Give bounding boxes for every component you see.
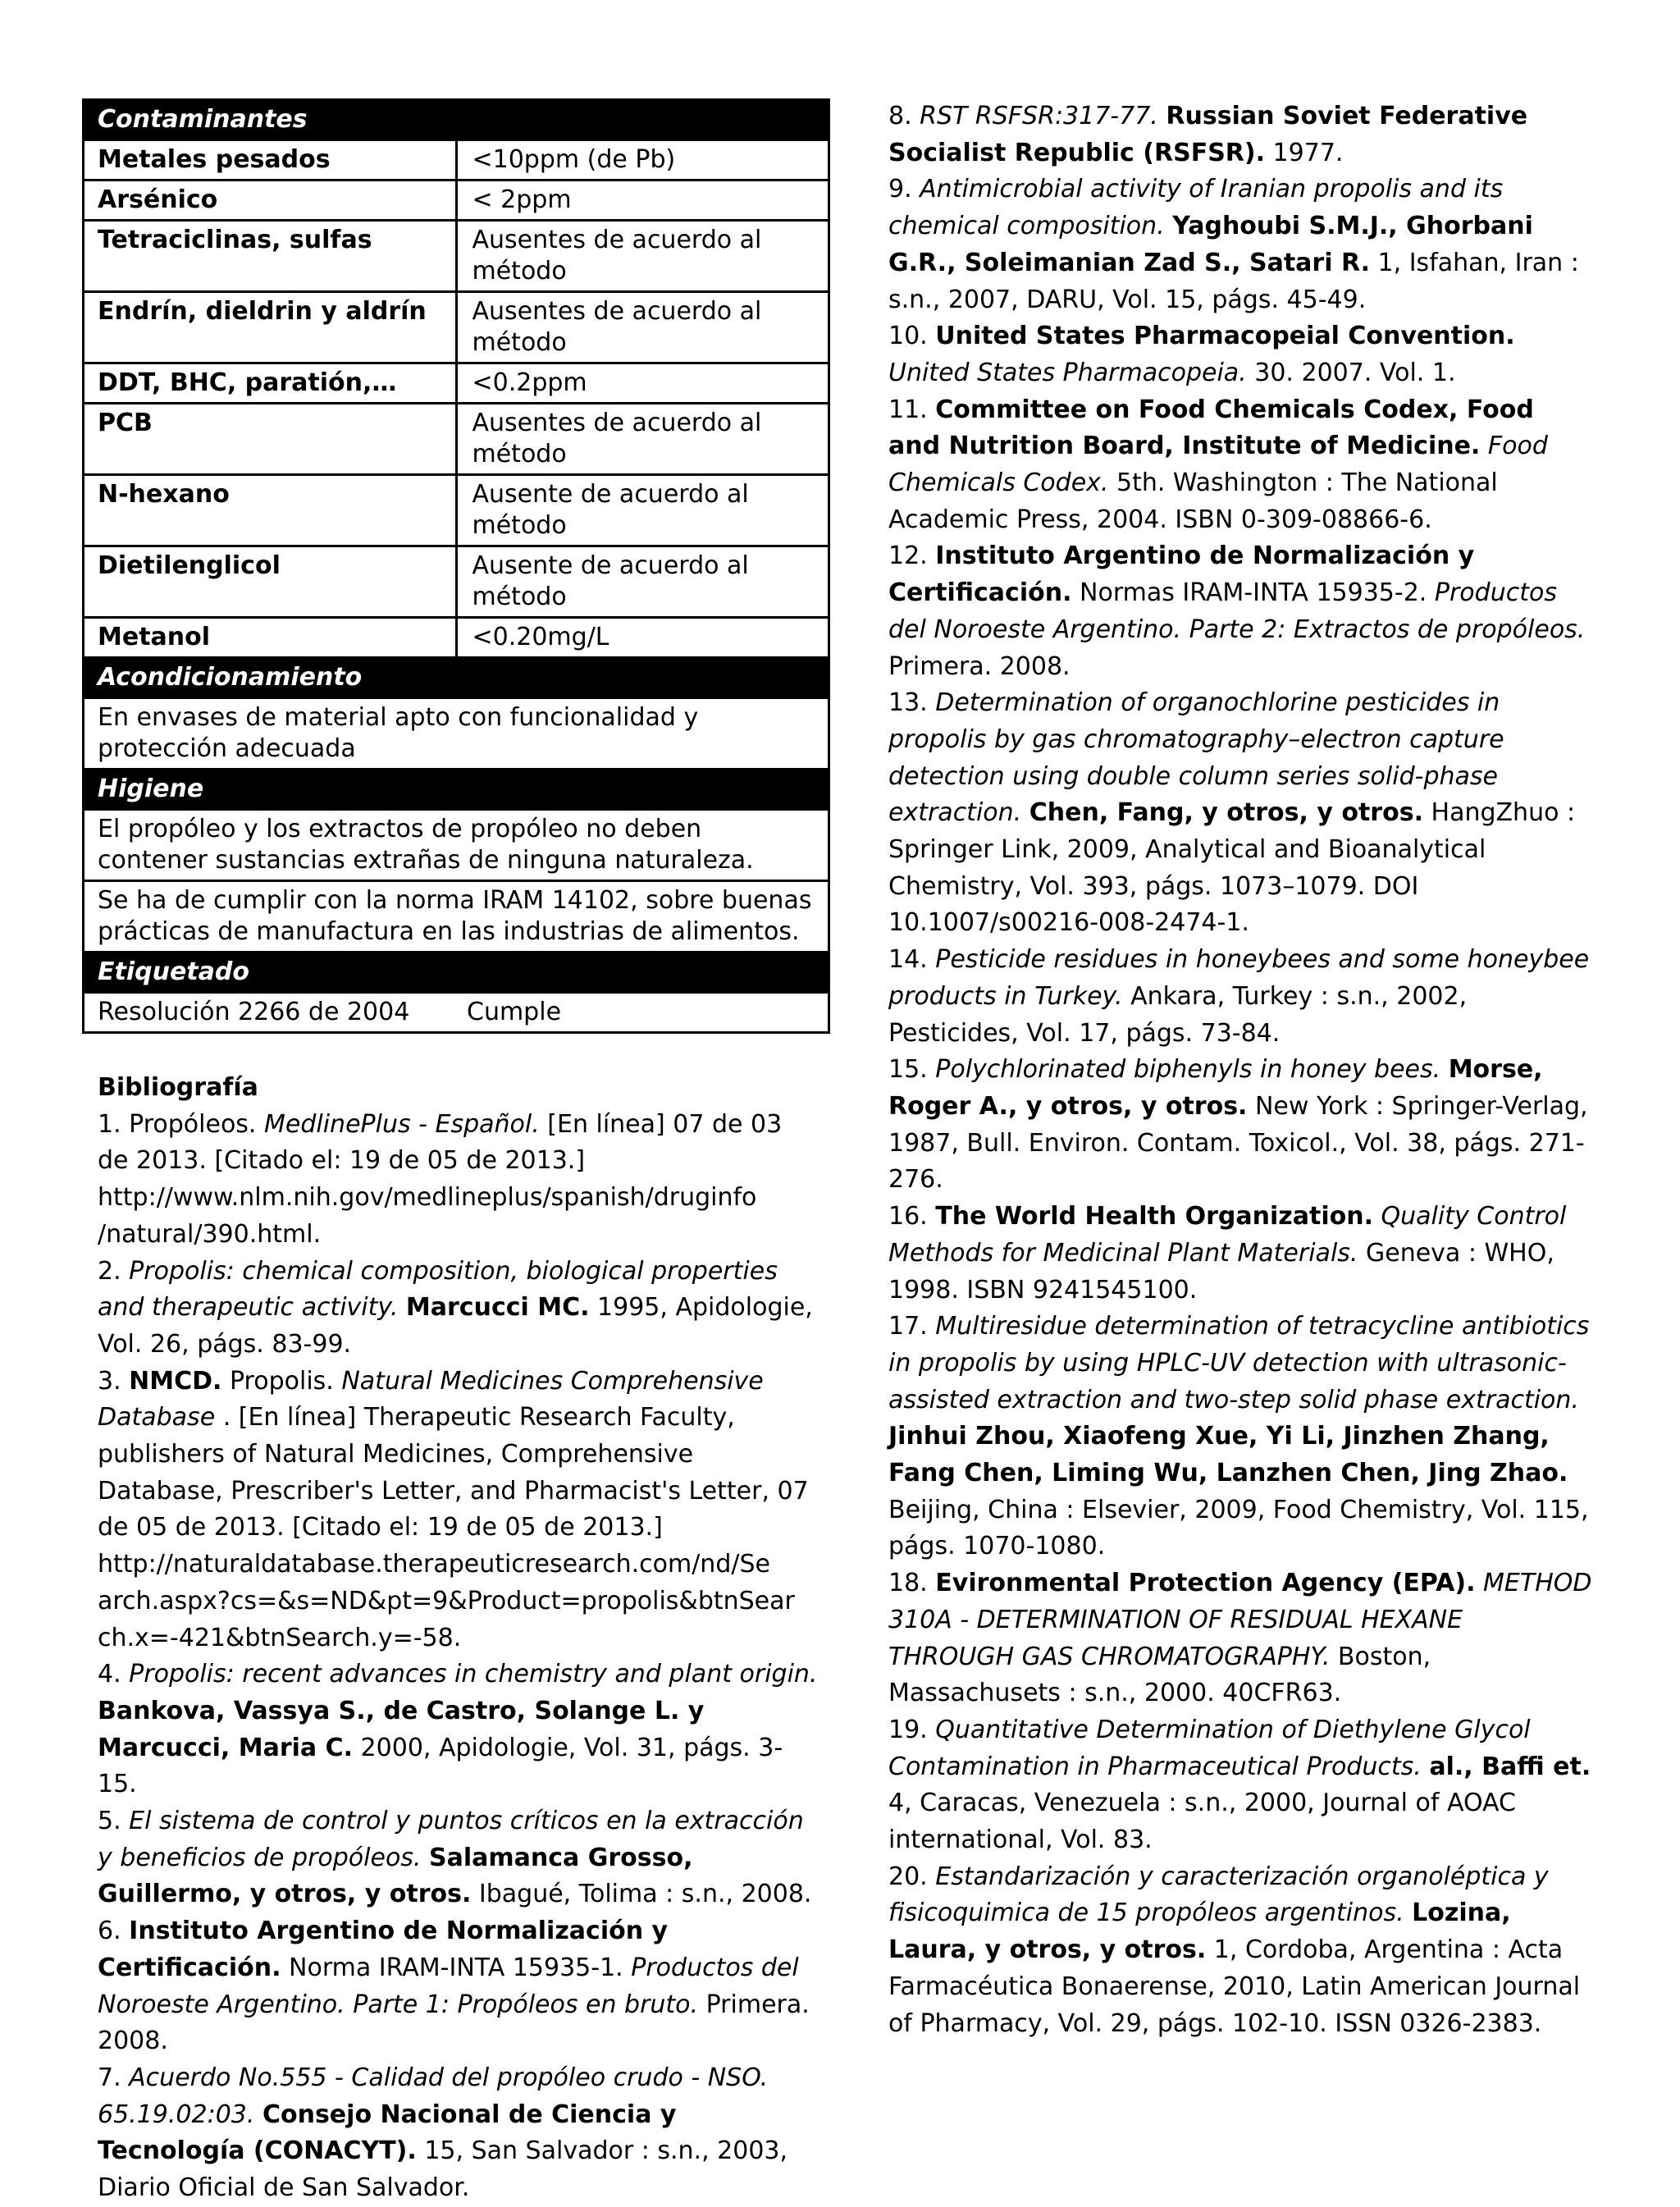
contaminant-row: [84, 221, 829, 292]
entry-author: Bankova, Vassya S., de Castro, Solange L. y Marcucci, Maria C.: [98, 1696, 705, 1762]
contaminant-limit: <0.20mg/L: [456, 618, 829, 658]
entry-text: [1440, 1055, 1449, 1084]
entry-author: Consejo Nacional de Ciencia y Tecnología (CONACYT).: [98, 2100, 677, 2166]
entry-author: Evironmental Protection Agency (EPA).: [935, 1569, 1476, 1598]
bibliography-entry: [888, 392, 1594, 539]
contaminant-row: [84, 140, 829, 180]
contaminant-row: [84, 546, 829, 618]
contaminant-name: Dietilenglicol: [84, 546, 457, 618]
entry-title: Antimicrobial activity of Iranian propolis and its chemical composition.: [888, 175, 1504, 241]
entry-number: 18.: [888, 1569, 928, 1598]
entry-text: [1480, 432, 1488, 460]
entry-number: 16.: [888, 1202, 928, 1231]
entry-number: 13.: [888, 688, 928, 718]
entry-text: HangZhuo : Springer Link, 2009, Analytical and Bioanalytical Chemistry, Vol. 393, págs. 1073–1079. DOI 10.1007/s00216-008-2474-1.: [888, 798, 1576, 938]
bibliography-entry: [888, 538, 1594, 685]
entry-text: 2000, Apidologie, Vol. 31, págs. 3-15.: [98, 1733, 783, 1799]
entry-title: United States Pharmacopeia.: [888, 358, 1247, 387]
entry-text: 15, San Salvador : s.n., 2003, Diario Oficial de San Salvador.: [98, 2136, 788, 2203]
entry-number: 14.: [888, 945, 928, 975]
section-header-acondicionamiento: Acondicionamiento: [84, 658, 829, 698]
entry-text: [928, 1202, 936, 1231]
entry-text: [121, 1917, 130, 1945]
entry-text: 1, Cordoba, Argentina : Acta Farmacéutica Bonaerense, 2010, Latin American Journal of Pharmacy, Vol. 29, págs. 102-10. ISSN 0326-2383.: [888, 1935, 1581, 2038]
entry-text: [1165, 212, 1173, 240]
entry-author: United States Pharmacopeial Convention.: [935, 322, 1515, 351]
contaminant-row: [84, 404, 829, 475]
entry-number: 2.: [98, 1256, 121, 1286]
entry-text: New York : Springer-Verlag, 1987, Bull. Environ. Contam. Toxicol., Vol. 38, págs. 271-276.: [888, 1091, 1588, 1195]
bibliography-list-left: [98, 1107, 819, 2207]
entry-title: Food Chemicals Codex.: [888, 432, 1548, 498]
bibliography-entry: [98, 1364, 819, 1657]
contaminant-name: N-hexano: [84, 475, 457, 546]
contaminant-limit: <10ppm (de Pb): [456, 140, 829, 180]
entry-text: . [En línea] Therapeutic Research Faculty, publishers of Natural Medicines, Comprehensive Database, Prescriber's Letter, and Pharmacist's Letter, 07 de 05 de 2013. [Citado el: 19 de 05 de 2013.] http://naturaldatabase.therapeuticresearch.com/nd/Se arch.aspx?cs=&s=ND&pt=9&Product=propolis&btnSear ch.x=-421&btnSearch.y=-58.: [98, 1403, 809, 1652]
bibliography-entry: [888, 1199, 1594, 1309]
contaminant-row: [84, 292, 829, 363]
entry-author: al., Baffi et.: [1429, 1752, 1591, 1781]
entry-author: Jinhui Zhou, Xiaofeng Xue, Yi Li, Jinzhen Zhang, Fang Chen, Liming Wu, Lanzhen Chen, Jing Zhao.: [888, 1422, 1568, 1488]
bibliography-list-right: [888, 98, 1594, 2042]
entry-title: Natural Medicines Comprehensive Database: [98, 1366, 764, 1432]
entry-number: 4.: [98, 1660, 121, 1689]
acondicionamiento-row: [84, 698, 829, 770]
entry-title: Multiresidue determination of tetracycline antibiotics in propolis by using HPLC-UV detection with ultrasonic-assisted extraction and two-step solid phase extraction.: [888, 1312, 1590, 1414]
entry-text: [1373, 1202, 1381, 1231]
contaminant-row: [84, 618, 829, 658]
entry-number: 12.: [888, 541, 928, 571]
contaminant-limit: <0.2ppm: [456, 363, 829, 404]
entry-text: [1404, 1899, 1413, 1927]
entry-author: Committee on Food Chemicals Codex, Food and Nutrition Board, Institute of Medicine.: [888, 395, 1534, 461]
entry-author: Lozina, Laura, y otros, y otros.: [888, 1899, 1511, 1965]
acondicionamiento-text: En envases de material apto con funcionalidad y protección adecuada: [84, 698, 829, 770]
entry-text: Ibagué, Tolima : s.n., 2008.: [471, 1880, 812, 1909]
section-header-etiquetado: Etiquetado: [84, 953, 829, 993]
entry-text: 1, Isfahan, Iran : s.n., 2007, DARU, Vol. 15, págs. 45-49.: [888, 248, 1579, 314]
contaminant-name: PCB: [84, 404, 457, 475]
bibliography-entry: [888, 171, 1594, 318]
contaminant-limit: < 2ppm: [456, 180, 829, 221]
etiquetado-row: [84, 993, 829, 1033]
contaminant-name: Arsénico: [84, 180, 457, 221]
entry-text: 30. 2007. Vol. 1.: [1246, 358, 1456, 387]
entry-title: Estandarización y caracterización organoléptica y fisicoquimica de 15 propóleos argentinos.: [888, 1862, 1549, 1928]
entry-number: 7.: [98, 2063, 121, 2092]
contaminant-limit: Ausentes de acuerdo al método: [456, 292, 829, 363]
entry-text: [928, 322, 936, 350]
entry-title: Propolis: recent advances in chemistry and plant origin.: [121, 1660, 818, 1689]
bibliography-entry: [98, 2060, 819, 2207]
entry-number: 20.: [888, 1862, 928, 1891]
entry-text: Primera. 2008.: [98, 1990, 810, 2056]
entry-text: Geneva : WHO, 1998. ISBN 9241545100.: [888, 1238, 1554, 1305]
entry-text: Propolis.: [221, 1366, 342, 1396]
entry-title: Productos del Noroeste Argentino. Parte 2: Extractos de propóleos.: [888, 578, 1586, 644]
contaminant-name: Tetraciclinas, sulfas: [84, 221, 457, 292]
bibliography-entry: [888, 1565, 1594, 1712]
entry-author: Salamanca Grosso, Guillermo, y otros, y otros.: [98, 1843, 693, 1909]
entry-title: Productos del Noroeste Argentino. Parte 1: Propóleos en bruto.: [98, 1953, 799, 2019]
entry-text: [928, 395, 936, 424]
bibliography-entry: [888, 1309, 1594, 1565]
entry-number: 5.: [98, 1807, 121, 1836]
bibliography-entry: [98, 1656, 819, 1803]
entry-title: Propolis: chemical composition, biological properties and therapeutic activity.: [98, 1256, 778, 1323]
entry-text: Ankara, Turkey : s.n., 2002, Pesticides, Vol. 17, págs. 73-84.: [888, 981, 1468, 1048]
entry-author: NMCD.: [129, 1366, 222, 1396]
entry-text: Normas IRAM-INTA 15935-2.: [1071, 578, 1435, 608]
entry-author: Marcucci MC.: [405, 1293, 590, 1323]
entry-text: [1475, 1569, 1483, 1597]
entry-text: [928, 541, 936, 570]
contaminant-row: [84, 475, 829, 546]
bibliography-entry: [888, 318, 1594, 391]
entry-text: [1021, 798, 1029, 827]
entry-text: [254, 2100, 262, 2129]
entry-number: 19.: [888, 1715, 928, 1744]
entry-title: Polychlorinated biphenyls in honey bees.: [927, 1055, 1441, 1085]
bibliography-entry: [888, 685, 1594, 942]
entry-text: 4, Caracas, Venezuela : s.n., 2000, Journal of AOAC international, Vol. 83.: [888, 1789, 1516, 1855]
bibliography-entry: [888, 1712, 1594, 1859]
entry-text: [398, 1293, 406, 1322]
section-header-contaminantes: Contaminantes: [84, 100, 829, 140]
higiene-row-2: [84, 881, 829, 953]
entry-author: The World Health Organization.: [935, 1202, 1373, 1231]
left-column: [82, 98, 830, 2207]
bibliography-section: [82, 1070, 819, 2207]
entry-number: 10.: [888, 322, 928, 351]
entry-title: Acuerdo No.555 - Calidad del propóleo crudo - NSO. 65.19.02:03.: [98, 2063, 769, 2129]
contaminant-limit: Ausente de acuerdo al método: [456, 546, 829, 618]
entry-number: 3.: [98, 1366, 121, 1396]
entry-number: 1.: [98, 1109, 121, 1139]
entry-title: Determination of organochlorine pesticides in propolis by gas chromatography–electron capture detection using double column series solid-phase extraction.: [888, 688, 1504, 828]
bibliography-entry: [888, 1859, 1594, 2043]
entry-text: [121, 1367, 130, 1396]
entry-text: 5th. Washington : The National Academic Press, 2004. ISBN 0-309-08866-6.: [888, 468, 1498, 534]
entry-title: RST RSFSR:317-77.: [911, 102, 1158, 130]
bibliography-entry: [98, 1913, 819, 2060]
entry-title: METHOD 310A - DETERMINATION OF RESIDUAL HEXANE THROUGH GAS CHROMATOGRAPHY.: [888, 1569, 1592, 1671]
entry-number: 8.: [888, 102, 912, 130]
entry-author: Instituto Argentino de Normalización y Certificación.: [888, 541, 1475, 608]
bibliography-entry: [98, 1254, 819, 1364]
entry-text: Propóleos.: [121, 1109, 264, 1139]
entry-text: 1977.: [1265, 138, 1344, 167]
entry-number: 17.: [888, 1312, 928, 1341]
contaminant-name: DDT, BHC, paratión,…: [84, 363, 457, 404]
contaminant-row: [84, 363, 829, 404]
entry-author: Yaghoubi S.M.J., Ghorbani G.R., Soleimanian Zad S., Satari R.: [888, 212, 1533, 277]
entry-text: [En línea] 07 de 03 de 2013. [Citado el: 19 de 05 de 2013.] http://www.nlm.nih.gov/medlineplus/spanish/druginfo /natural/390.html.: [98, 1109, 783, 1249]
specifications-table: [82, 98, 830, 1034]
etiquetado-value: Cumple: [467, 998, 562, 1026]
entry-title: Pesticide residues in honeybees and some honeybee products in Turkey.: [888, 945, 1590, 1011]
entry-text: [928, 1569, 936, 1597]
section-header-higiene: Higiene: [84, 770, 829, 810]
bibliography-entry: [888, 942, 1594, 1052]
higiene-text-1: El propóleo y los extractos de propóleo no deben contener sustancias extrañas de ninguna naturaleza.: [84, 810, 829, 881]
contaminant-row: [84, 180, 829, 221]
entry-text: Primera. 2008.: [888, 651, 1071, 681]
entry-title: Quality Control Methods for Medicinal Plant Materials.: [888, 1202, 1567, 1268]
entry-title: MedlinePlus - Español.: [264, 1109, 540, 1139]
bibliography-entry: [98, 1803, 819, 1913]
bibliography-entry: [888, 98, 1594, 171]
entry-text: [421, 1844, 429, 1872]
entry-number: 15.: [888, 1055, 928, 1085]
entry-number: 6.: [98, 1917, 121, 1946]
entry-number: 9.: [888, 175, 912, 204]
entry-text: Norma IRAM-INTA 15935-1.: [281, 1953, 632, 1982]
entry-title: El sistema de control y puntos críticos en la extracción y beneficios de propóleos.: [98, 1807, 804, 1872]
contaminant-name: Endrín, dieldrin y aldrín: [84, 292, 457, 363]
entry-author: Chen, Fang, y otros, y otros.: [1029, 798, 1423, 828]
etiquetado-label: Resolución 2266 de 2004: [98, 998, 410, 1026]
entry-text: [1422, 1752, 1430, 1781]
contaminant-name: Metales pesados: [84, 140, 457, 180]
contaminant-limit: Ausente de acuerdo al método: [456, 475, 829, 546]
entry-author: Morse, Roger A., y otros, y otros.: [888, 1055, 1543, 1121]
entry-author: Instituto Argentino de Normalización y Certificación.: [98, 1917, 669, 1982]
higiene-text-2: Se ha de cumplir con la norma IRAM 14102, sobre buenas prácticas de manufactura en las industrias de alimentos.: [84, 881, 829, 953]
entry-text: [1158, 102, 1166, 130]
entry-number: 11.: [888, 395, 928, 424]
contaminant-name: Metanol: [84, 618, 457, 658]
higiene-row-1: [84, 810, 829, 881]
bibliography-title: Bibliografía: [98, 1073, 258, 1102]
entry-text: Beijing, China : Elsevier, 2009, Food Chemistry, Vol. 115, págs. 1070-1080.: [888, 1495, 1589, 1561]
entry-text: 1995, Apidologie, Vol. 26, págs. 83-99.: [98, 1293, 813, 1359]
bibliography-entry: [888, 1052, 1594, 1199]
contaminant-limit: Ausentes de acuerdo al método: [456, 404, 829, 475]
entry-title: Quantitative Determination of Diethylene Glycol Contamination in Pharmaceutical Products.: [888, 1715, 1531, 1781]
bibliography-entry: [98, 1107, 819, 1254]
contaminant-limit: Ausentes de acuerdo al método: [456, 221, 829, 292]
entry-text: Boston, Massachusets : s.n., 2000. 40CFR63.: [888, 1642, 1431, 1708]
entry-author: Russian Soviet Federative Socialist Republic (RSFSR).: [888, 102, 1528, 167]
